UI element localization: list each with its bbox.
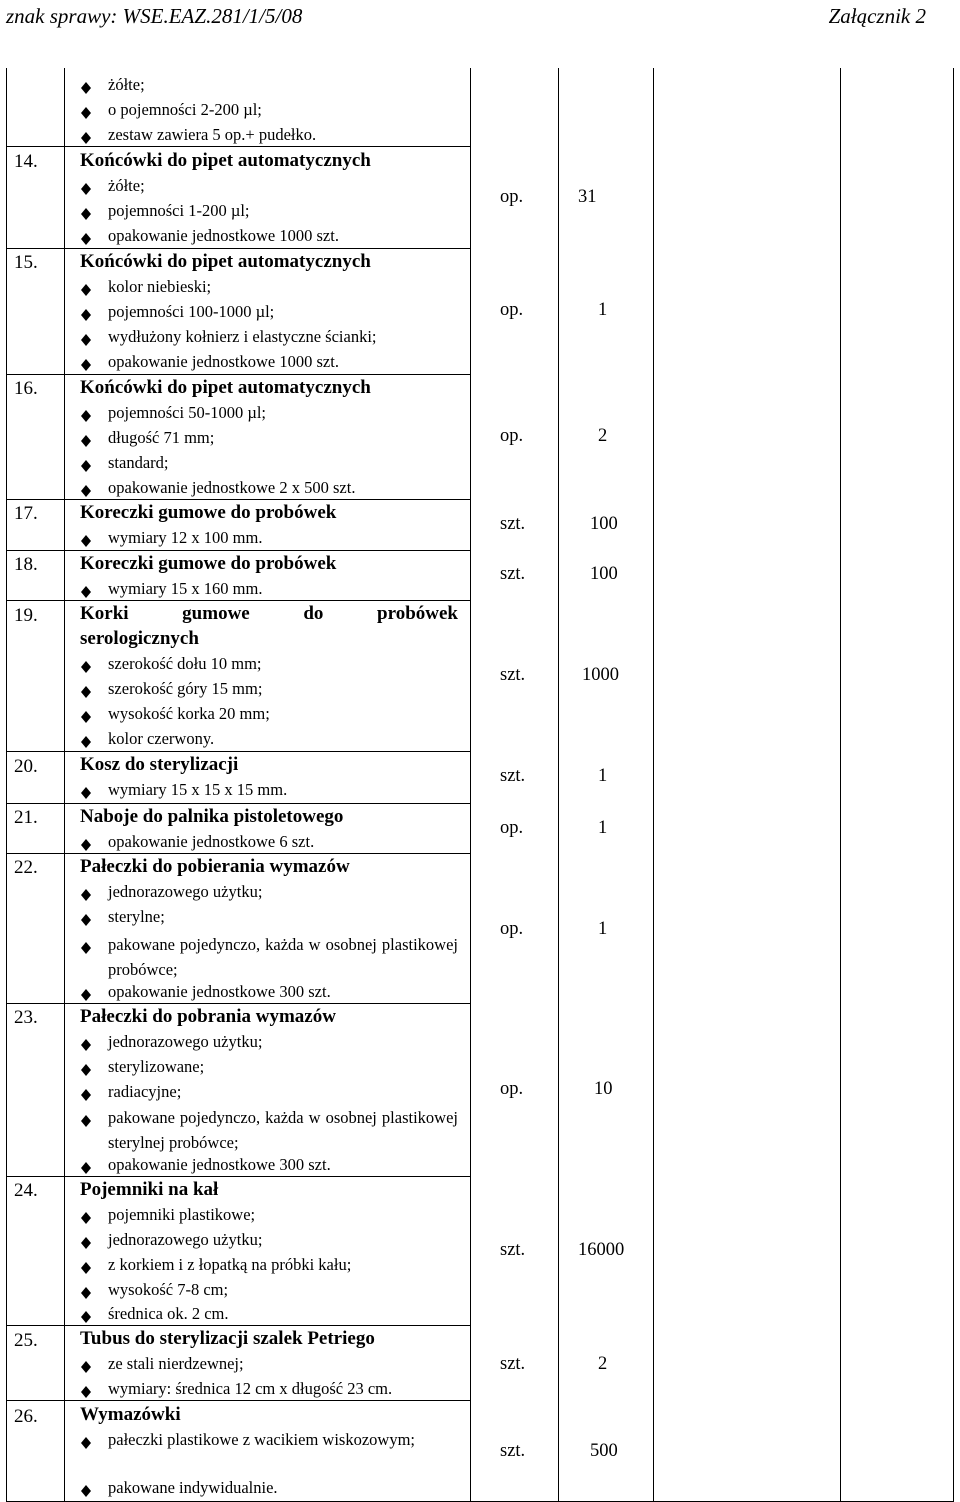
diamond-bullet-icon [80,1109,92,1121]
diamond-bullet-icon [80,658,92,670]
diamond-bullet-icon [80,886,92,898]
list-item: o pojemności 2-200 µl; [80,100,458,120]
item-quantity: 1 [598,766,608,786]
diamond-bullet-icon [80,432,92,444]
item-number: 22. [14,857,38,878]
diamond-bullet-icon [80,104,92,116]
list-item: zestaw zawiera 5 op.+ pudełko. [80,125,458,145]
list-item: wymiary 15 x 160 mm. [80,579,458,599]
diamond-bullet-icon [80,281,92,293]
item-quantity: 10 [594,1079,613,1099]
item-unit: szt. [500,1240,526,1260]
item-title: Kosz do sterylizacji [80,754,239,775]
diamond-bullet-icon [80,1259,92,1271]
list-item: sterylne; [80,907,458,927]
item-number: 17. [14,503,38,524]
list-item: żółte; [80,176,458,196]
list-item: pojemniki plastikowe; [80,1205,458,1225]
item-unit: op. [500,1079,524,1099]
diamond-bullet-icon [80,708,92,720]
diamond-bullet-icon [80,733,92,745]
item-unit: op. [500,426,524,446]
diamond-bullet-icon [80,457,92,469]
item-number: 26. [14,1406,38,1427]
list-item: kolor czerwony. [80,729,458,749]
column-divider-price [840,68,841,1502]
diamond-bullet-icon [80,230,92,242]
list-item: długość 71 mm; [80,428,458,448]
diamond-bullet-icon [80,205,92,217]
item-title: Końcówki do pipet automatycznych [80,251,371,272]
list-item: opakowanie jednostkowe 2 x 500 szt. [80,478,458,498]
list-item: sterylizowane; [80,1057,458,1077]
diamond-bullet-icon [80,936,92,948]
list-item: jednorazowego użytku; [80,882,458,902]
list-item: pakowane pojedynczo, każda w osobnej plastikowej probówce; [80,932,458,982]
diamond-bullet-icon [80,836,92,848]
diamond-bullet-icon [80,683,92,695]
item-number: 19. [14,605,38,626]
column-divider-description [470,68,471,1502]
list-item: wymiary 15 x 15 x 15 mm. [80,780,458,800]
item-number: 16. [14,378,38,399]
item-quantity: 100 [590,514,618,534]
item-number: 20. [14,756,38,777]
list-item: jednorazowego użytku; [80,1230,458,1250]
list-item: opakowanie jednostkowe 300 szt. [80,982,458,1002]
diamond-bullet-icon [80,911,92,923]
list-item: szerokość dołu 10 mm; [80,654,458,674]
diamond-bullet-icon [80,1284,92,1296]
list-item: szerokość góry 15 mm; [80,679,458,699]
list-item: opakowanie jednostkowe 300 szt. [80,1155,458,1175]
diamond-bullet-icon [80,129,92,141]
item-title: Koreczki gumowe do probówek [80,502,337,523]
item-quantity: 1 [598,818,608,838]
item-unit: op. [500,300,524,320]
item-quantity: 500 [590,1441,618,1461]
list-item: opakowanie jednostkowe 1000 szt. [80,352,458,372]
diamond-bullet-icon [80,583,92,595]
diamond-bullet-icon [80,1383,92,1395]
item-number: 23. [14,1007,38,1028]
list-item: wymiary 12 x 100 mm. [80,528,458,548]
diamond-bullet-icon [80,356,92,368]
item-number: 24. [14,1180,38,1201]
item-unit: op. [500,818,524,838]
item-unit: szt. [500,665,526,685]
item-quantity: 100 [590,564,618,584]
diamond-bullet-icon [80,1061,92,1073]
list-item: wysokość korka 20 mm; [80,704,458,724]
item-unit: op. [500,187,524,207]
diamond-bullet-icon [80,1432,92,1444]
item-quantity: 16000 [578,1240,625,1260]
table-border-right [953,68,954,1502]
list-item: żółte; [80,75,458,95]
item-number: 15. [14,252,38,273]
diamond-bullet-icon [80,180,92,192]
diamond-bullet-icon [80,986,92,998]
item-title: Tubus do sterylizacji szalek Petriego [80,1328,375,1349]
diamond-bullet-icon [80,1234,92,1246]
item-title-continuation: serologicznych [80,628,199,649]
list-item: pakowane pojedynczo, każda w osobnej plastikowej sterylnej probówce; [80,1105,458,1155]
list-item: pałeczki plastikowe z wacikiem wiskozowym; [80,1428,458,1452]
diamond-bullet-icon [80,1308,92,1320]
list-item: pojemności 50-1000 µl; [80,403,458,423]
item-quantity: 2 [598,1354,608,1374]
item-title: Koreczki gumowe do probówek [80,553,337,574]
list-item: radiacyjne; [80,1082,458,1102]
diamond-bullet-icon [80,482,92,494]
attachment-label: Załącznik 2 [828,4,926,28]
list-item: z korkiem i z łopatką na próbki kału; [80,1255,458,1275]
item-number: 18. [14,554,38,575]
diamond-bullet-icon [80,1159,92,1171]
column-divider-number [64,68,65,1502]
item-unit: szt. [500,766,526,786]
item-title: Pałeczki do pobierania wymazów [80,856,350,877]
list-item: standard; [80,453,458,473]
diamond-bullet-icon [80,407,92,419]
diamond-bullet-icon [80,532,92,544]
list-item: opakowanie jednostkowe 1000 szt. [80,226,458,246]
item-number: 25. [14,1330,38,1351]
list-item: pojemności 100-1000 µl; [80,302,458,322]
case-reference: znak sprawy: WSE.EAZ.281/1/5/08 [6,4,303,28]
item-quantity: 2 [598,426,608,446]
item-unit: op. [500,919,524,939]
diamond-bullet-icon [80,1086,92,1098]
item-number: 21. [14,807,38,828]
column-divider-quantity [653,68,654,1502]
item-quantity: 1000 [582,665,619,685]
list-item: kolor niebieski; [80,277,458,297]
item-quantity: 31 [578,187,597,207]
diamond-bullet-icon [80,1482,92,1494]
diamond-bullet-icon [80,331,92,343]
item-unit: szt. [500,514,526,534]
item-quantity: 1 [598,300,608,320]
table-border-left [6,68,7,1502]
item-title: Wymazówki [80,1404,181,1425]
list-item: opakowanie jednostkowe 6 szt. [80,832,458,852]
diamond-bullet-icon [80,1036,92,1048]
item-title: Korki gumowe do probówek [80,603,458,624]
list-item: pakowane indywidualnie. [80,1478,458,1498]
diamond-bullet-icon [80,1209,92,1221]
list-item: średnica ok. 2 cm. [80,1304,458,1324]
item-unit: szt. [500,1441,526,1461]
item-title: Końcówki do pipet automatycznych [80,377,371,398]
item-title: Naboje do palnika pistoletowego [80,806,344,827]
list-item: wydłużony kołnierz i elastyczne ścianki; [80,327,458,347]
item-unit: szt. [500,564,526,584]
list-item: ze stali nierdzewnej; [80,1354,458,1374]
diamond-bullet-icon [80,784,92,796]
item-unit: szt. [500,1354,526,1374]
item-title: Pojemniki na kał [80,1179,219,1200]
list-item: pojemności 1-200 µl; [80,201,458,221]
item-quantity: 1 [598,919,608,939]
diamond-bullet-icon [80,306,92,318]
diamond-bullet-icon [80,79,92,91]
list-item: jednorazowego użytku; [80,1032,458,1052]
item-title: Pałeczki do pobrania wymazów [80,1006,336,1027]
list-item: wymiary: średnica 12 cm x długość 23 cm. [80,1379,458,1399]
list-item: wysokość 7-8 cm; [80,1280,458,1300]
diamond-bullet-icon [80,1358,92,1370]
column-divider-unit [558,68,559,1502]
item-title: Końcówki do pipet automatycznych [80,150,371,171]
row-separator [6,1400,470,1401]
item-number: 14. [14,151,38,172]
row-separator [6,146,470,147]
